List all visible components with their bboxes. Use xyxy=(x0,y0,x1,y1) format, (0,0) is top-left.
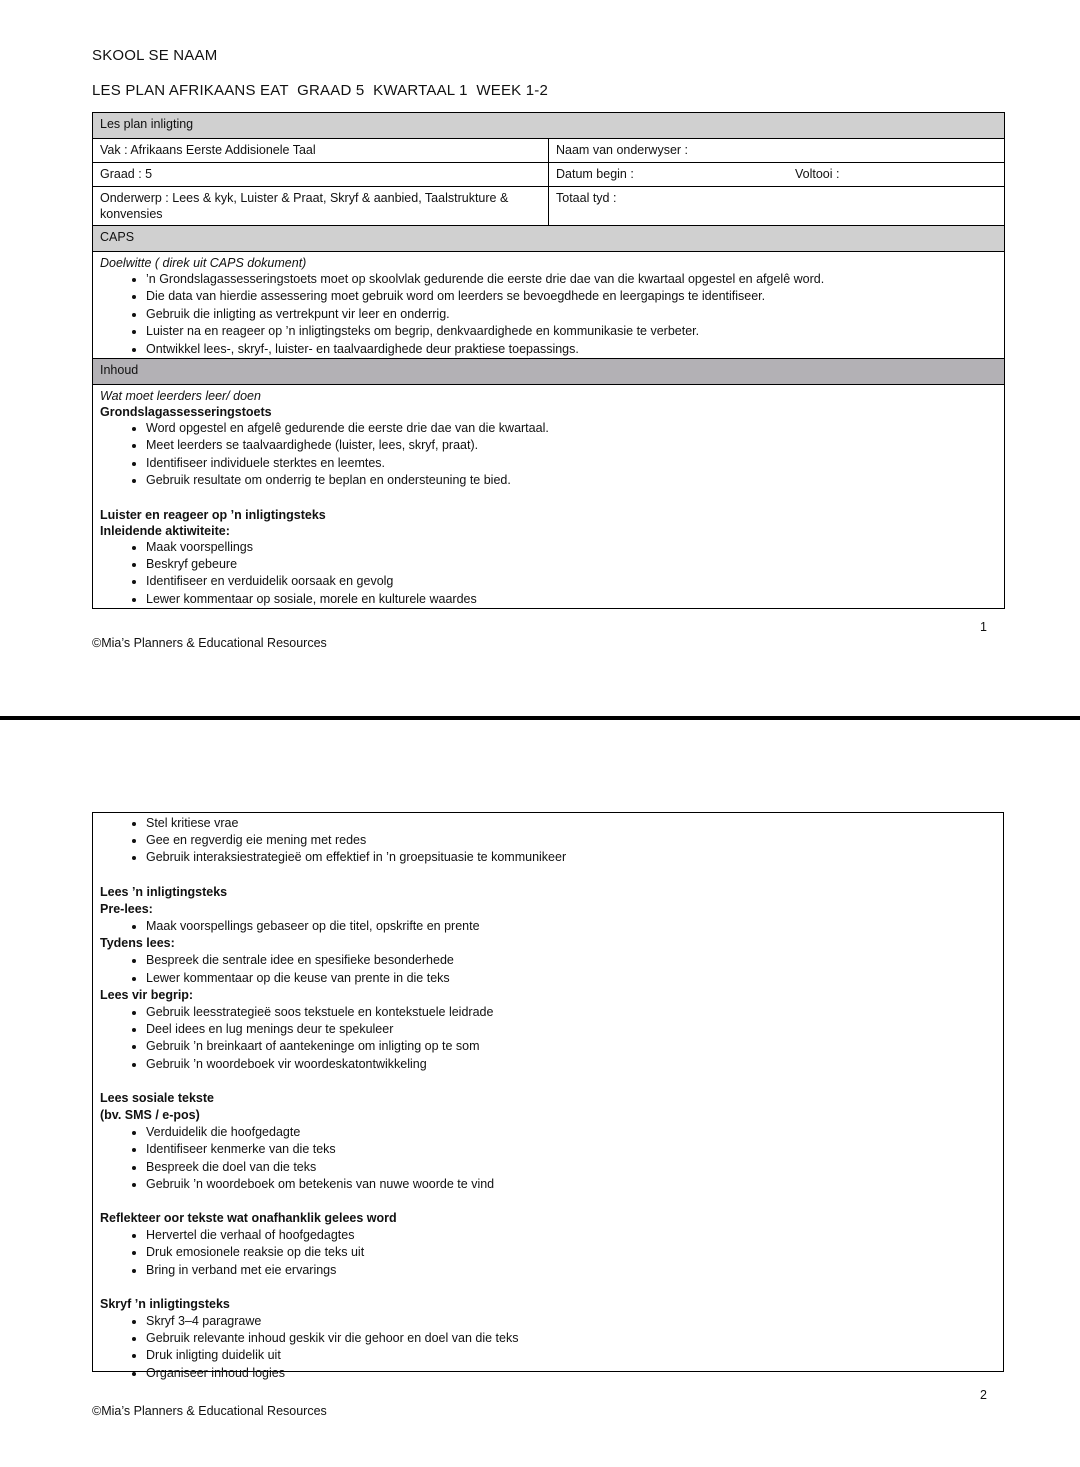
section-heading: Reflekteer oor tekste wat onafhanklik gelees word xyxy=(100,1211,397,1226)
list-item: • Druk emosionele reaksie op die teks uit xyxy=(146,1244,996,1261)
section-heading: Lees ’n inligtingsteks xyxy=(100,884,228,899)
list-item: • Verduidelik die hoofgedagte xyxy=(146,1124,996,1141)
info-header: Les plan inligting xyxy=(93,113,1005,139)
list-item: • Bespreek die doel van die teks xyxy=(146,1159,996,1176)
social-texts-list xyxy=(100,1124,996,1193)
reflect-list xyxy=(100,1227,996,1279)
section-subheading: Tydens lees: xyxy=(100,936,175,951)
content-header: Inhoud xyxy=(93,359,1005,385)
list-item: • Die data van hierdie assessering moet gebruik word om leerders se bevoegdhede en leergapings te identifiseer. xyxy=(146,288,997,305)
subject-cell: Vak : Afrikaans Eerste Addisionele Taal xyxy=(93,139,549,163)
caps-header: CAPS xyxy=(93,226,1005,252)
list-item: • Skryf 3–4 paragrawe xyxy=(146,1313,996,1330)
list-item: • Gee en regverdig eie mening met redes xyxy=(146,832,996,849)
list-item: • ’n Grondslagassesseringstoets moet op skoolvlak gedurende die eerste drie dae van die kwartaal opgestel en afgelê word. xyxy=(146,271,997,288)
lesson-plan-table xyxy=(92,112,1005,609)
list-item: • Gebruik ’n breinkaart of aantekeninge om inligting op te som xyxy=(146,1038,996,1055)
section-heading: Grondslagassesseringstoets xyxy=(100,405,272,420)
list-item: • Druk inligting duidelik uit xyxy=(146,1347,996,1364)
list-item: • Beskryf gebeure xyxy=(146,556,997,573)
list-item: • Stel kritiese vrae xyxy=(146,815,996,832)
page-number: 1 xyxy=(980,620,987,634)
list-item: • Maak voorspellings xyxy=(146,539,997,556)
list-item: • Bring in verband met eie ervarings xyxy=(146,1262,996,1279)
section-heading: Skryf ’n inligtingsteks xyxy=(100,1296,230,1311)
section-heading: Lees sosiale tekste xyxy=(100,1090,214,1105)
content-label: Wat moet leerders leer/ doen xyxy=(100,389,261,404)
teacher-name-cell: Naam van onderwyser : xyxy=(549,139,1005,163)
comprehension-list xyxy=(100,1004,996,1073)
list-item: • Meet leerders se taalvaardighede (luister, lees, skryf, praat). xyxy=(146,437,997,454)
list-item: • Gebruik relevante inhoud geskik vir die gehoor en doel van die teks xyxy=(146,1330,996,1347)
list-item: • Identifiseer en verduidelik oorsaak en gevolg xyxy=(146,573,997,590)
prereading-list xyxy=(100,918,996,935)
school-name: SKOOL SE NAAM xyxy=(92,47,218,64)
footer-copyright: ©Mia’s Planners & Educational Resources xyxy=(92,1404,327,1418)
objectives-cell xyxy=(93,252,1005,359)
list-item: • Word opgestel en afgelê gedurende die eerste drie dae van die kwartaal. xyxy=(146,420,997,437)
section-subheading: (bv. SMS / e-pos) xyxy=(100,1108,200,1123)
content-cell xyxy=(93,385,1005,609)
footer-copyright: ©Mia’s Planners & Educational Resources xyxy=(92,636,327,650)
list-item: • Deel idees en lug menings deur te spekuleer xyxy=(146,1021,996,1038)
objectives-list xyxy=(100,271,997,358)
section-subheading: Pre-lees: xyxy=(100,901,153,916)
date-cell xyxy=(549,163,1005,187)
list-item: • Gebruik ’n woordeboek vir woordeskatontwikkeling xyxy=(146,1056,996,1073)
topic-cell: Onderwerp : Lees & kyk, Luister & Praat, Skryf & aanbied, Taalstrukture & konvensies xyxy=(93,187,549,226)
plan-title: LES PLAN AFRIKAANS EAT GRAAD 5 KWARTAAL 1 WEEK 1-2 xyxy=(92,82,549,99)
section-subheading: Inleidende aktiwiteite: xyxy=(100,523,230,538)
list-item: • Gebruik ’n woordeboek om betekenis van nuwe woorde te vind xyxy=(146,1176,996,1193)
section-heading: Luister en reageer op ’n inligtingsteks xyxy=(100,507,326,522)
section-subheading: Lees vir begrip: xyxy=(100,987,194,1002)
list-item: • Hervertel die verhaal of hoofgedagtes xyxy=(146,1227,996,1244)
list-item: • Gebruik leesstrategieë soos tekstuele en kontekstuele leidrade xyxy=(146,1004,996,1021)
list-item: • Identifiseer kenmerke van die teks xyxy=(146,1141,996,1158)
objectives-label: Doelwitte ( direk uit CAPS dokument) xyxy=(100,256,307,270)
continued-list xyxy=(100,815,996,867)
page-number: 2 xyxy=(980,1388,987,1402)
list-item: • Gebruik resultate om onderrig te beplan en ondersteuning te bied. xyxy=(146,472,997,489)
list-item: • Luister na en reageer op ’n inligtingsteks om begrip, denkvaardighede en kommunikasie te verbeter. xyxy=(146,323,997,340)
grade-cell: Graad : 5 xyxy=(93,163,549,187)
content-continuation-box xyxy=(92,812,1004,1380)
intro-activities-list xyxy=(100,539,997,609)
list-item: • Organiseer inhoud logies xyxy=(146,1365,996,1382)
page-divider xyxy=(0,716,1080,720)
date-begin-label: Datum begin : xyxy=(556,167,634,181)
list-item: • Gebruik die inligting as vertrekpunt vir leer en onderrig. xyxy=(146,306,997,323)
list-item: • Identifiseer individuele sterktes en leemtes. xyxy=(146,455,997,472)
writing-list xyxy=(100,1313,996,1382)
list-item: • Lewer kommentaar op sosiale, morele en kulturele waardes xyxy=(146,591,997,608)
list-item: • Lewer kommentaar op die keuse van prente in die teks xyxy=(146,970,996,987)
list-item: • Bespreek die sentrale idee en spesifieke besonderhede xyxy=(146,952,996,969)
list-item: • Maak voorspellings gebaseer op die titel, opskrifte en prente xyxy=(146,918,996,935)
complete-label: Voltooi : xyxy=(795,167,840,181)
during-reading-list xyxy=(100,952,996,986)
list-item: • Ontwikkel lees-, skryf-, luister- en taalvaardighede deur praktiese toepassings. xyxy=(146,341,997,358)
total-time-cell: Totaal tyd : xyxy=(549,187,1005,226)
list-item: • Gebruik interaksiestrategieë om effektief in ’n groepsituasie te kommunikeer xyxy=(146,849,996,866)
baseline-list xyxy=(100,420,997,490)
